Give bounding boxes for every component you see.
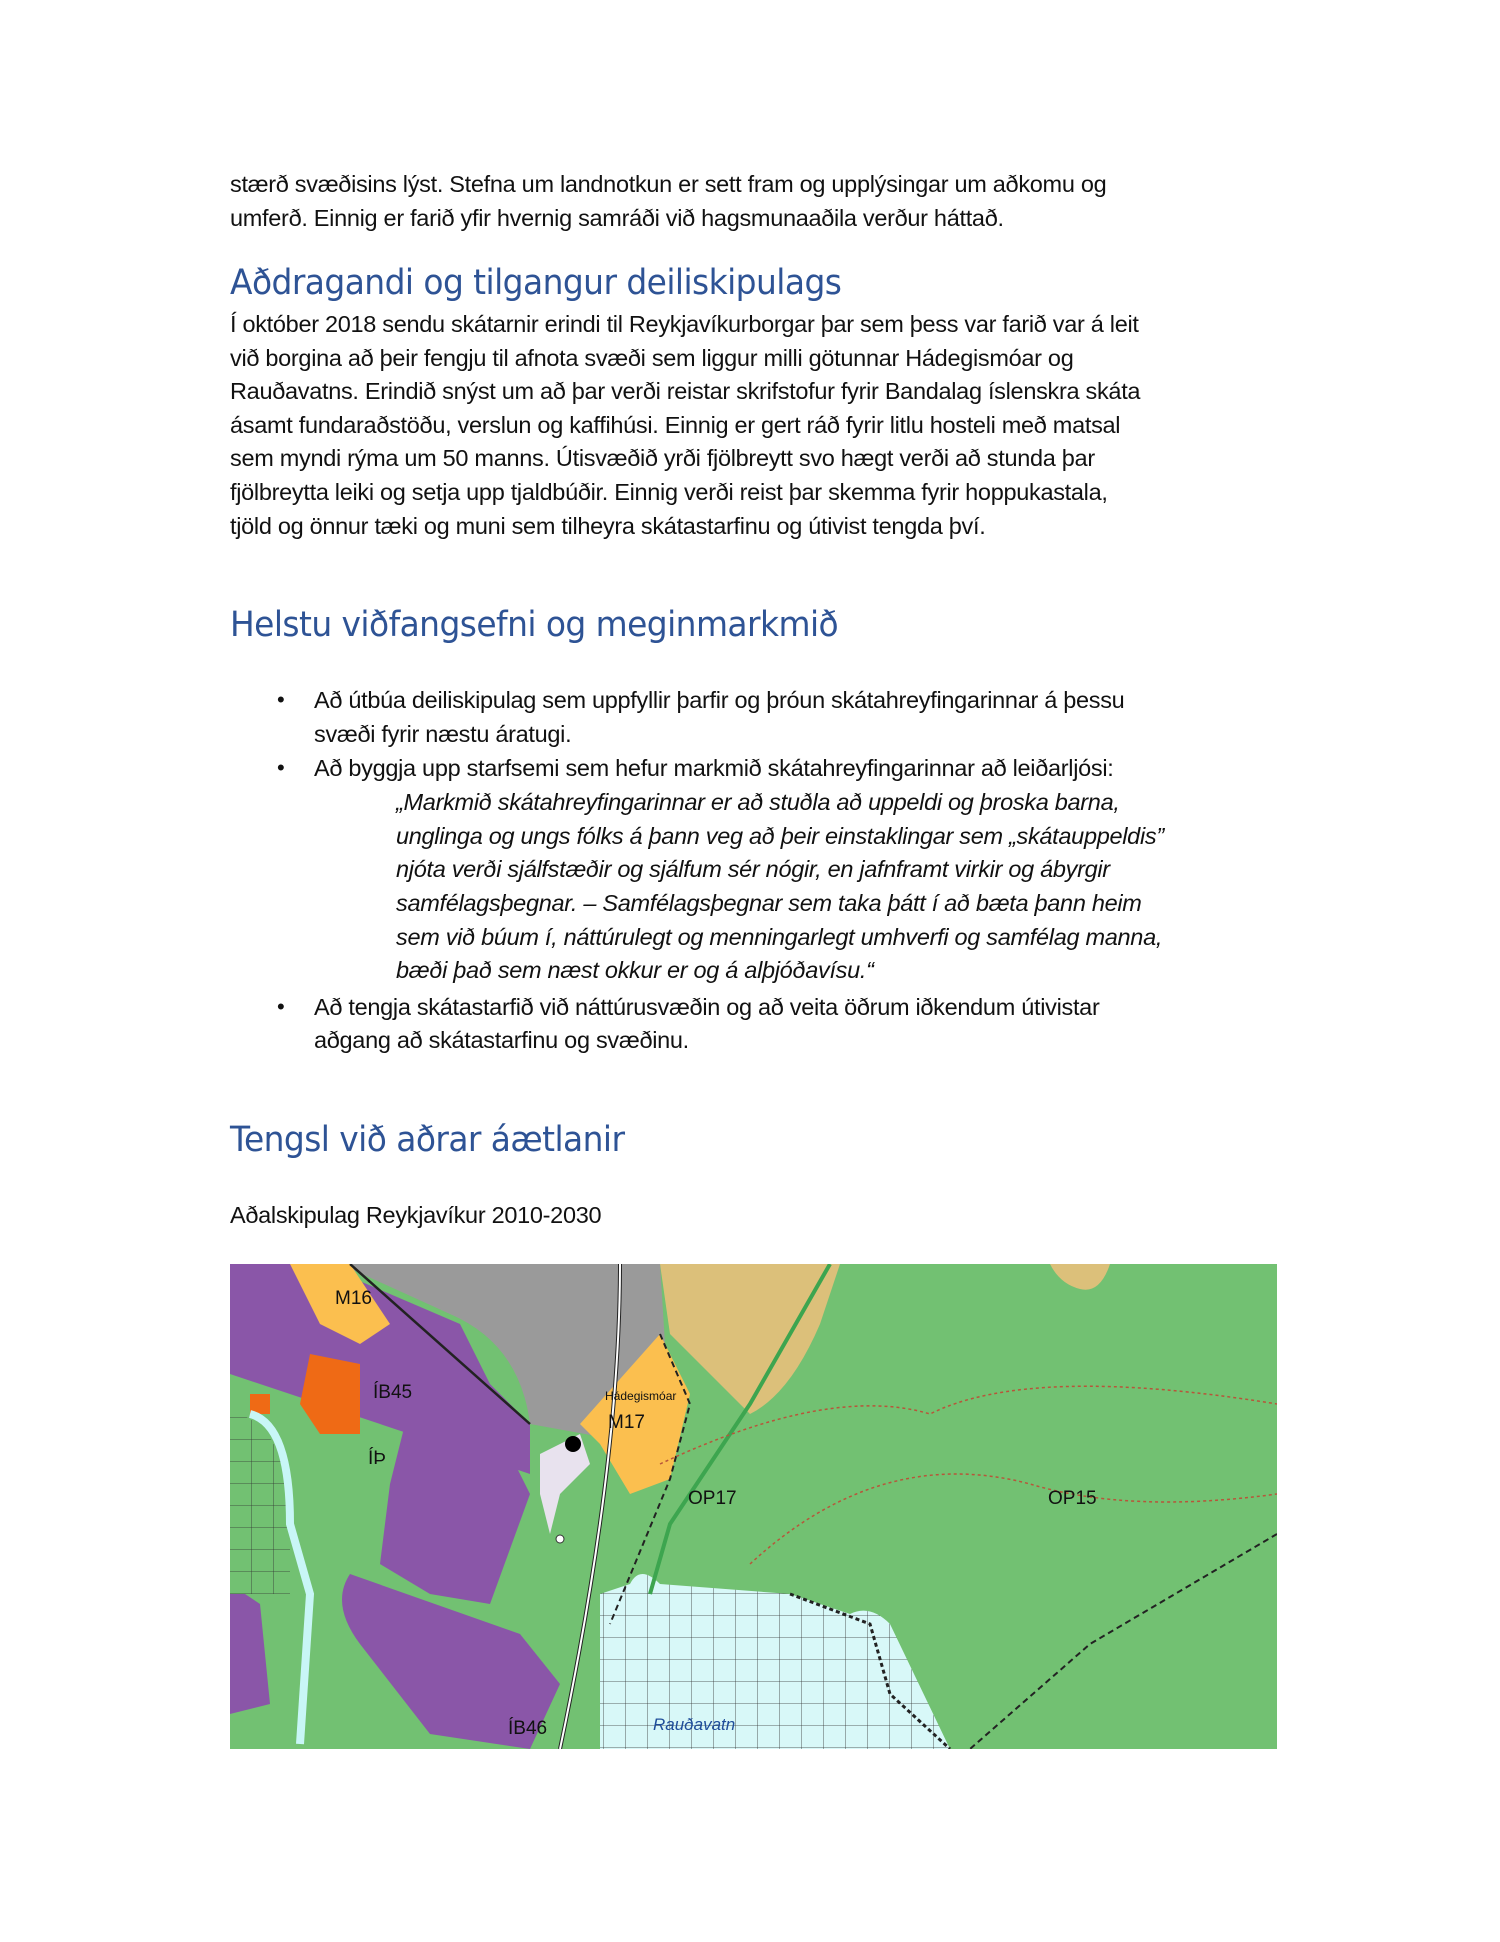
label-m17: M17 — [608, 1412, 645, 1433]
label-op15: OP15 — [1048, 1488, 1097, 1509]
heading-adragandi: Aðdragandi og tilgangur deiliskipulags — [230, 263, 842, 303]
label-hadegismoar: Hádegismóar — [605, 1389, 677, 1403]
label-ib46: ÍB46 — [508, 1718, 548, 1739]
bullet-icon: • — [277, 687, 285, 712]
text-line: sem myndi rýma um 50 manns. Útisvæðið yrði fjölbreytt svo hægt verði að stunda þar — [230, 445, 1095, 471]
text-line: umferð. Einnig er farið yfir hvernig samráði við hagsmunaaðila verður háttað. — [230, 205, 1004, 231]
label-op17: OP17 — [688, 1488, 737, 1509]
heading-tengsl: Tengsl við aðrar áætlanir — [230, 1120, 625, 1160]
text-line: tjöld og önnur tæki og muni sem tilheyra skátastarfinu og útivist tengda því. — [230, 513, 986, 539]
quote-line: bæði það sem næst okkur er og á alþjóðavísu.“ — [396, 957, 874, 983]
quote-line: „Markmið skátahreyfingarinnar er að stuðla að uppeldi og þroska barna, — [396, 789, 1120, 815]
heading-helstu: Helstu viðfangsefni og meginmarkmið — [230, 605, 839, 645]
quote-line: samfélagsþegnar. – Samfélagsþegnar sem taka þátt í að bæta þann heim — [396, 890, 1142, 916]
node-icon — [556, 1535, 564, 1543]
label-ip: ÍÞ — [368, 1448, 386, 1469]
quote-line: unglinga og ungs fólks á þann veg að þeir einstaklingar sem „skátauppeldis” — [396, 823, 1164, 849]
bullet-icon: • — [277, 755, 285, 780]
junction-icon — [565, 1436, 581, 1452]
land-use-map — [230, 1264, 1277, 1749]
bullet-line: Að byggja upp starfsemi sem hefur markmið skátahreyfingarinnar að leiðarljósi: — [314, 755, 1114, 781]
bullet-line: Að tengja skátastarfið við náttúrusvæðin og að veita öðrum iðkendum útivistar — [314, 994, 1100, 1020]
label-m16: M16 — [335, 1288, 372, 1309]
text-line: fjölbreytta leiki og setja upp tjaldbúðir. Einnig verði reist þar skemma fyrir hoppukastala, — [230, 479, 1108, 505]
text-line: ásamt fundaraðstöðu, verslun og kaffihúsi. Einnig er gert ráð fyrir litlu hosteli með matsal — [230, 412, 1121, 438]
text-line: Rauðavatns. Erindið snýst um að þar verði reistar skrifstofur fyrir Bandalag íslenskra skáta — [230, 378, 1141, 404]
text-line: Í október 2018 sendu skátarnir erindi til Reykjavíkurborgar þar sem þess var farið var á leit — [230, 311, 1139, 337]
bullet-line: svæði fyrir næstu áratugi. — [314, 721, 572, 747]
quote-line: njóta verði sjálfstæðir og sjálfum sér nógir, en jafnframt virkir og ábyrgir — [396, 856, 1110, 882]
bullet-line: Að útbúa deiliskipulag sem uppfyllir þarfir og þróun skátahreyfingarinnar á þessu — [314, 687, 1125, 713]
label-ib45: ÍB45 — [373, 1382, 413, 1403]
text-line: við borgina að þeir fengju til afnota svæði sem liggur milli götunnar Hádegismóar og — [230, 345, 1074, 371]
text-line: stærð svæðisins lýst. Stefna um landnotkun er sett fram og upplýsingar um aðkomu og — [230, 171, 1107, 197]
map-caption: Aðalskipulag Reykjavíkur 2010-2030 — [230, 1202, 602, 1228]
bullet-icon: • — [277, 994, 285, 1019]
bullet-line: aðgang að skátastarfinu og svæðinu. — [314, 1027, 689, 1053]
quote-line: sem við búum í, náttúrulegt og menningarlegt umhverfi og samfélag manna, — [396, 924, 1163, 950]
label-raudavatn: Rauðavatn — [653, 1715, 736, 1734]
